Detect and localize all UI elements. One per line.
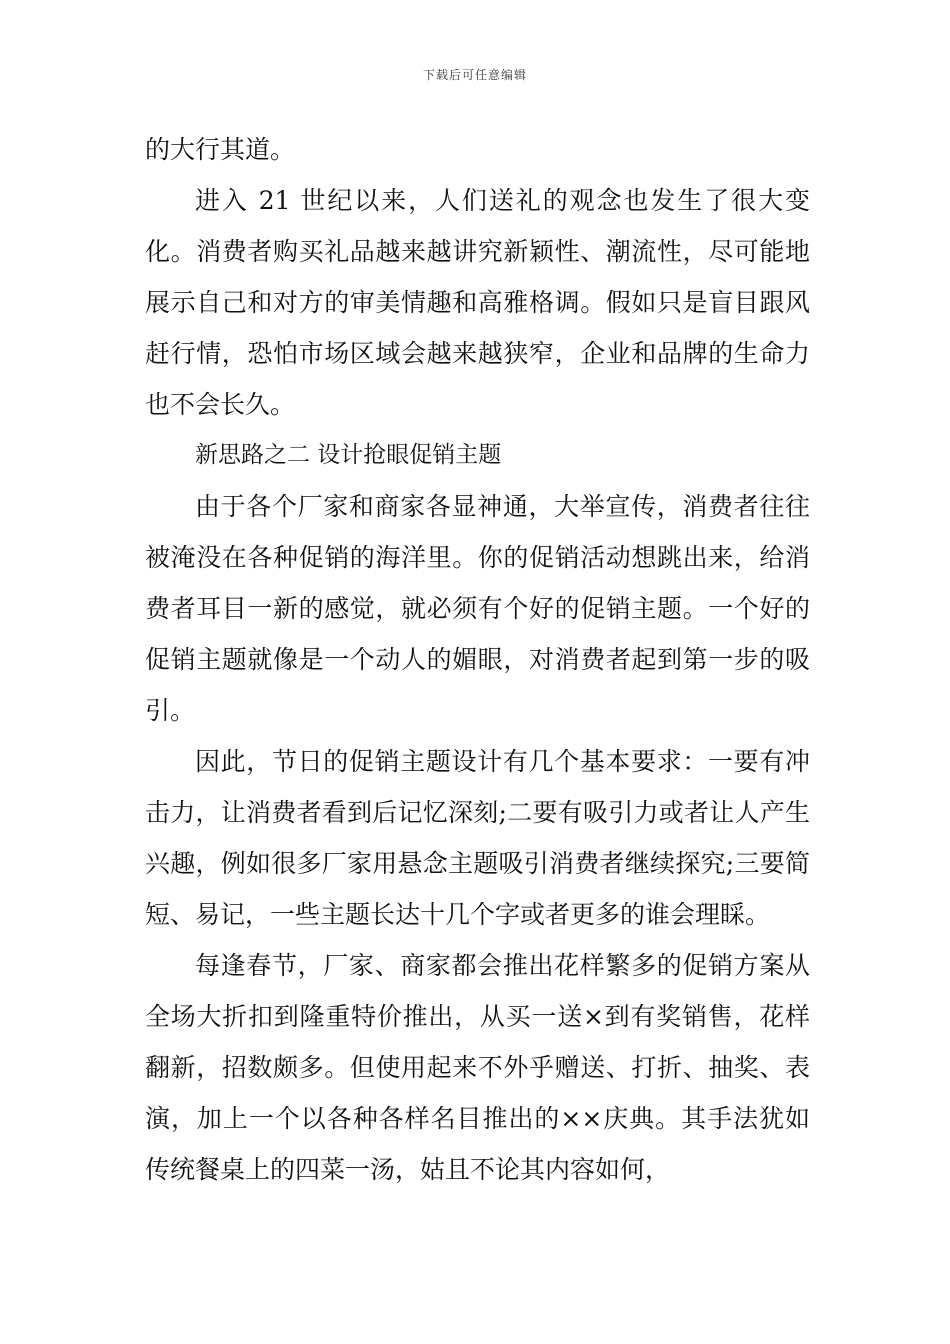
section-heading: 新思路之二 设计抢眼促销主题	[195, 442, 502, 468]
paragraph-continuation: 的大行其道。	[145, 135, 296, 164]
paragraph-spring-festival: 每逢春节，厂家、商家都会推出花样繁多的促销方案从全场大折扣到隆重特价推出，从买一送×到有奖销售，花样翻新，招数颇多。但使用起来不外乎赠送、打折、抽奖、表演，加上一个以各种各样名目推出的××庆典。其手法犹如传统餐桌上的四菜一汤，姑且不论其内容如何，	[145, 951, 810, 1184]
paragraph-theme-requirements: 因此，节日的促销主题设计有几个基本要求：一要有冲击力，让消费者看到后记忆深刻;二要有吸引力或者让人产生兴趣，例如很多厂家用悬念主题吸引消费者继续探究;三要简短、易记，一些主题长达十几个字或者更多的谁会理睬。	[145, 747, 810, 929]
page-header: 下载后可任意编辑	[422, 68, 527, 82]
paragraph-promotion-theme: 由于各个厂家和商家各显神通，大举宣传，消费者往往被淹没在各种促销的海洋里。你的促销活动想跳出来，给消费者耳目一新的感觉，就必须有个好的促销主题。一个好的促销主题就像是一个动人的媚眼，对消费者起到第一步的吸引。	[145, 492, 810, 725]
document-body	[145, 124, 810, 1195]
paragraph-gift-trends: 进入 21 世纪以来，人们送礼的观念也发生了很大变化。消费者购买礼品越来越讲究新颖性、潮流性，尽可能地展示自己和对方的审美情趣和高雅格调。假如只是盲目跟风赶行情，恐怕市场区域会越来越狭窄，企业和品牌的生命力也不会长久。	[145, 186, 810, 419]
